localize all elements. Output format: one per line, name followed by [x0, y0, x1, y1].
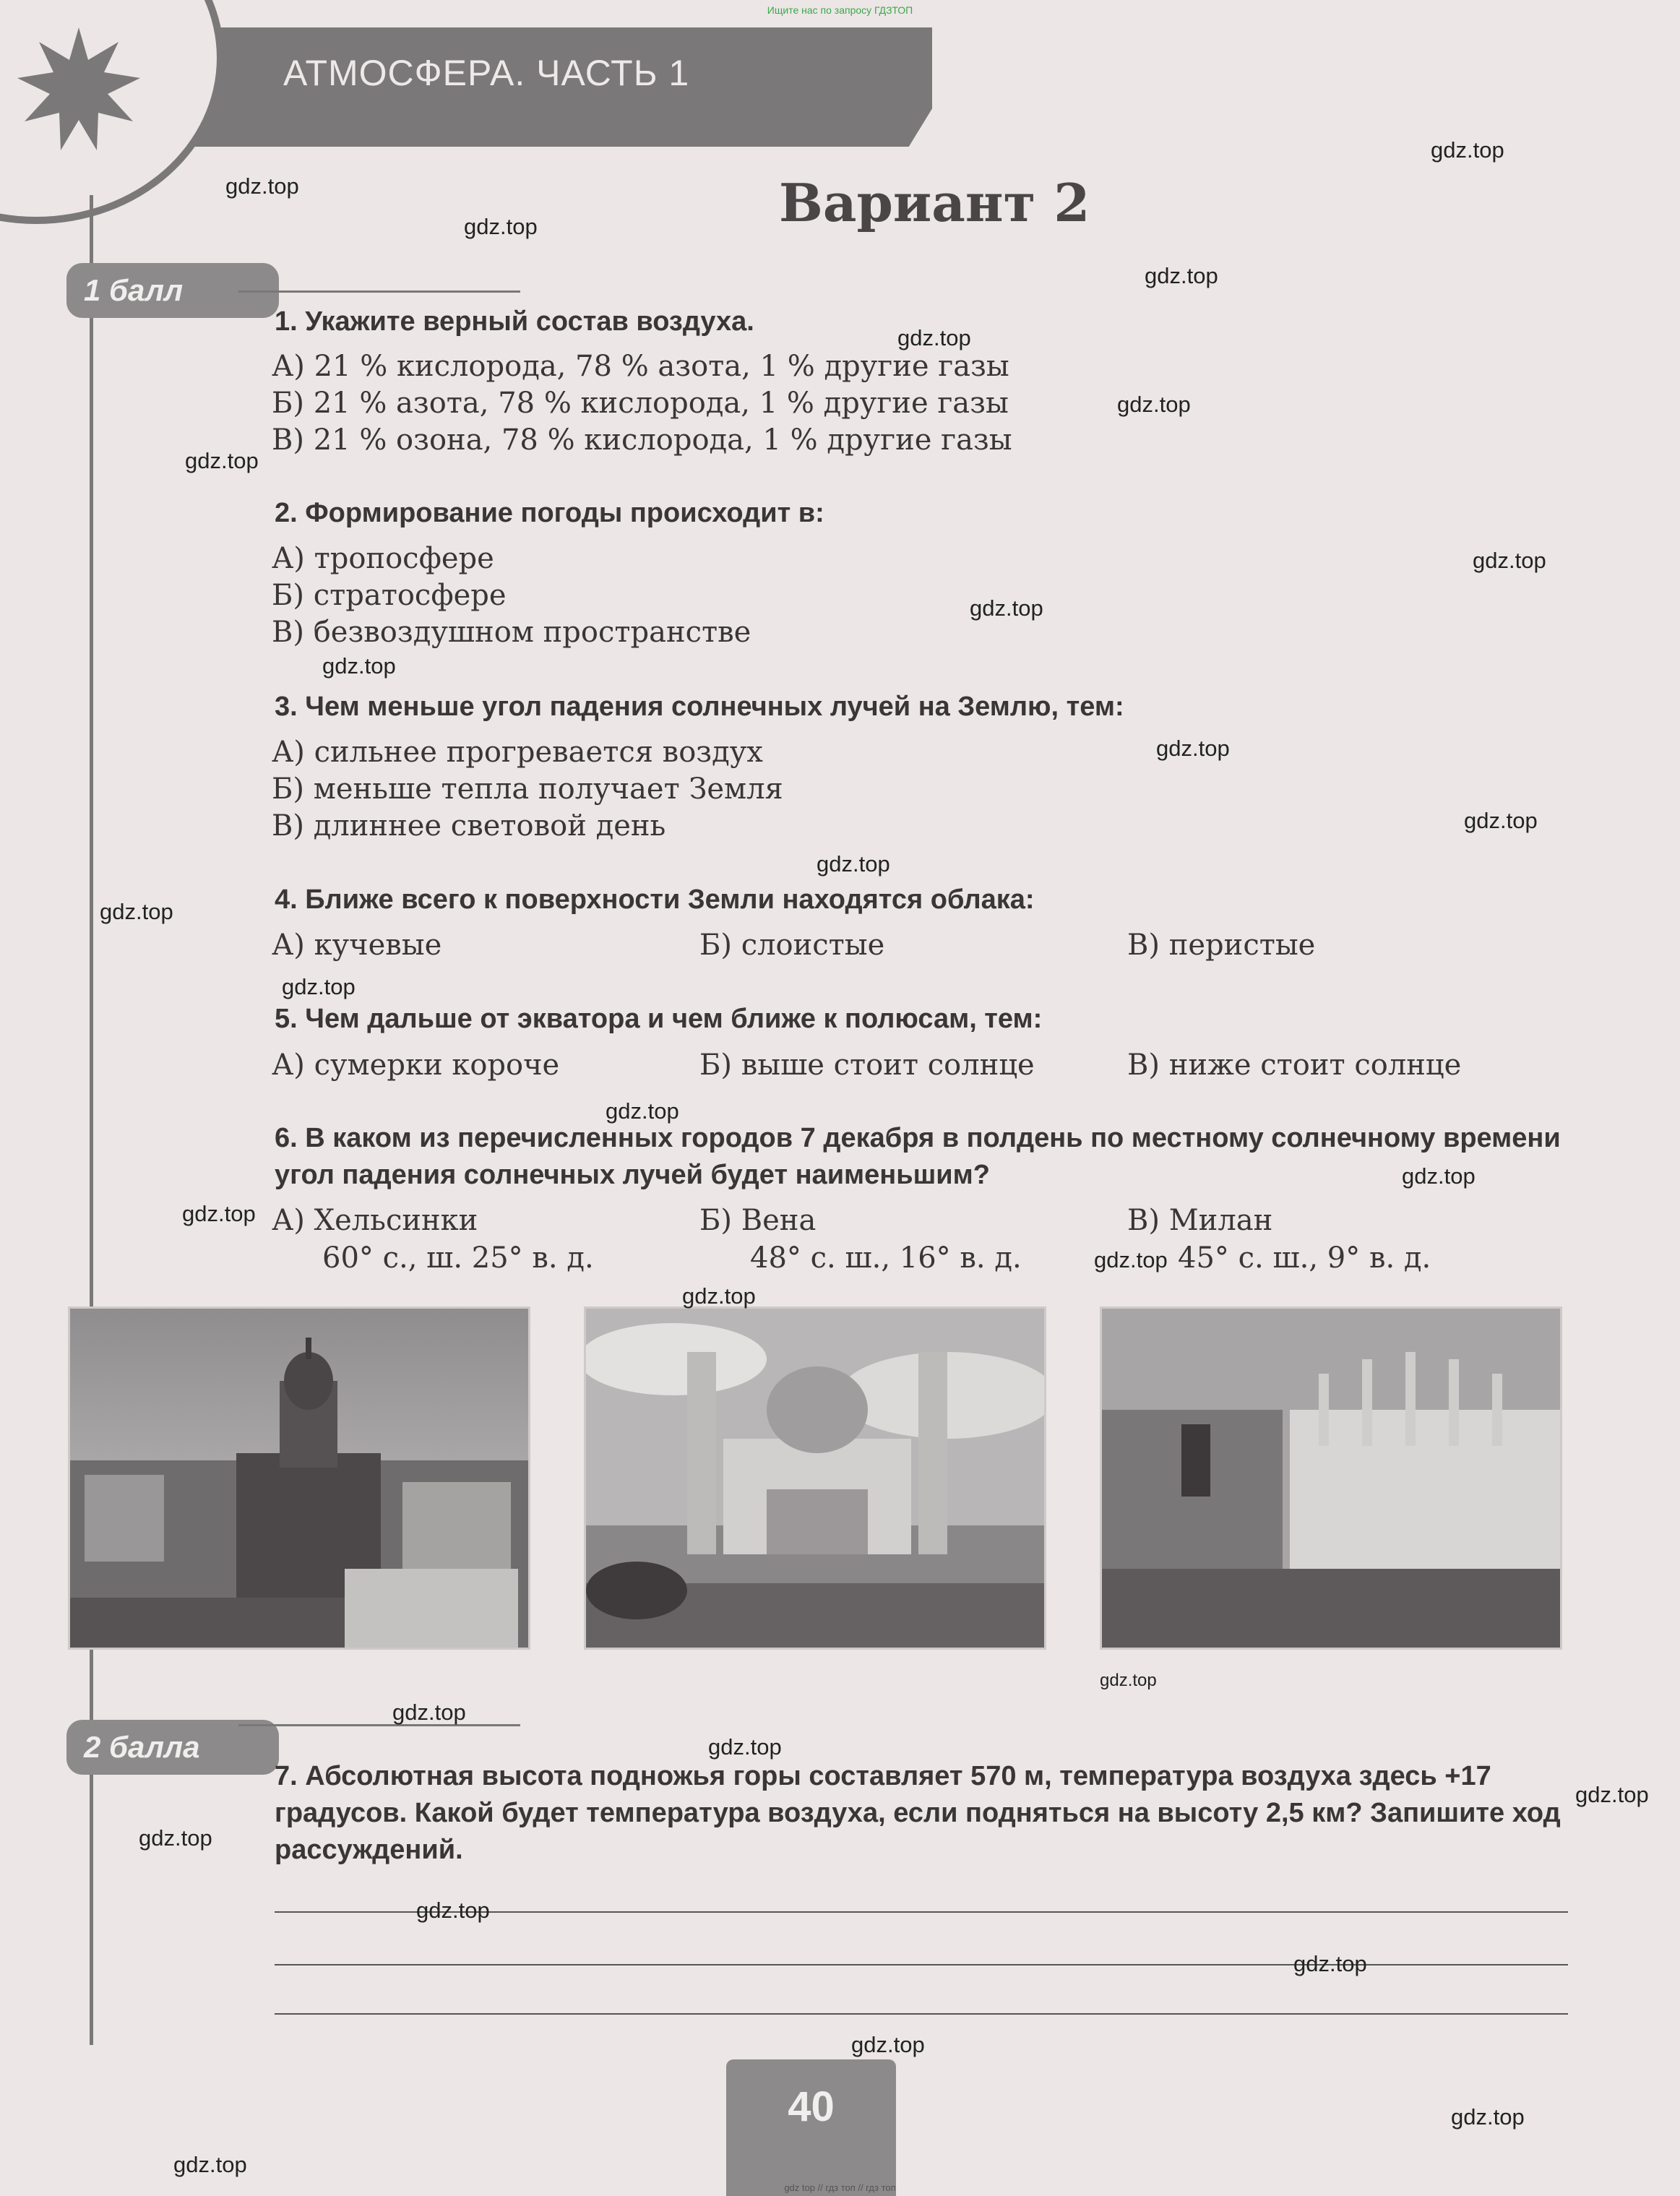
answer-line-2[interactable] [275, 1964, 1568, 1965]
q3-option-a: А) сильнее прогревается воздух [272, 736, 763, 769]
watermark: gdz.top [392, 1700, 466, 1725]
q2-option-c: В) безвоздушном пространстве [272, 616, 751, 649]
watermark: gdz.top [173, 2152, 247, 2177]
top-note: Ищите нас по запросу ГДЗТОП [767, 4, 913, 16]
helsinki-photo [68, 1306, 530, 1650]
q6-coords-a: 60° с., ш. 25° в. д. [322, 1241, 594, 1275]
watermark: gdz.top [970, 595, 1043, 621]
answer-line-3[interactable] [275, 2013, 1568, 2015]
q4-option-c: В) перистые [1127, 929, 1316, 962]
variant-title: Вариант 2 [779, 172, 1090, 233]
watermark: gdz.top [185, 448, 259, 473]
watermark: gdz.top [1464, 808, 1538, 833]
q4-option-a: А) кучевые [272, 929, 442, 962]
points-badge-1: 1 балл [66, 263, 279, 318]
bottom-note: gdz top // гдз топ // гдз топ [784, 2182, 896, 2193]
question-5: 5. Чем дальше от экватора и чем ближе к полюсам, тем: [275, 1004, 1043, 1034]
q5-option-c: В) ниже стоит солнце [1127, 1049, 1462, 1082]
question-7: 7. Абсолютная высота подножья горы составляет 570 м, температура воздуха здесь +17 градусов. Какой будет температура воздуха, если подняться на высоту 2,5 км? Запишите ход рассуждений. [275, 1761, 1561, 1865]
q5-option-a: А) сумерки короче [272, 1049, 560, 1082]
q6-option-c: В) Милан [1127, 1204, 1273, 1237]
watermark: gdz.top [1402, 1163, 1476, 1189]
watermark: gdz.top [1473, 548, 1546, 573]
watermark: gdz.top [1156, 736, 1230, 761]
watermark: gdz.top [139, 1825, 212, 1851]
watermark: gdz.top [1094, 1247, 1168, 1273]
watermark: gdz.top [682, 1283, 756, 1309]
question-3: 3. Чем меньше угол падения солнечных лучей на Землю, тем: [275, 692, 1124, 722]
watermark: gdz.top [1451, 2104, 1525, 2130]
header-title: АТМОСФЕРА. ЧАСТЬ 1 [283, 53, 690, 93]
points-badge-2: 2 балла [66, 1720, 279, 1775]
milan-photo [1100, 1306, 1562, 1650]
watermark: gdz.top [322, 653, 396, 679]
watermark: gdz.top [1100, 1671, 1157, 1690]
watermark: gdz.top [851, 2032, 925, 2057]
q1-option-a: А) 21 % кислорода, 78 % азота, 1 % другие газы [272, 350, 1009, 383]
watermark: gdz.top [708, 1734, 782, 1760]
q1-option-b: Б) 21 % азота, 78 % кислорода, 1 % другие газы [272, 387, 1009, 420]
watermark: gdz.top [1117, 392, 1191, 417]
q6-coords-b: 48° с. ш., 16° в. д. [750, 1241, 1022, 1275]
question-4: 4. Ближе всего к поверхности Земли находятся облака: [275, 884, 1035, 915]
watermark: gdz.top [897, 325, 971, 350]
watermark: gdz.top [1575, 1782, 1649, 1807]
question-6: 6. В каком из перечисленных городов 7 декабря в полдень по местному солнечному времени угол падения солнечных лучей будет наименьшим? [275, 1123, 1561, 1190]
watermark: gdz.top [1293, 1951, 1367, 1976]
watermark: gdz.top [1145, 263, 1218, 288]
watermark: gdz.top [1431, 137, 1504, 163]
q4-option-b: Б) слоистые [699, 929, 885, 962]
q2-option-b: Б) стратосфере [272, 579, 507, 612]
page-number: 40 [788, 2083, 835, 2130]
star-icon [17, 27, 140, 150]
question-2: 2. Формирование погоды происходит в: [275, 498, 824, 528]
q2-option-a: А) тропосфере [272, 542, 494, 575]
q6-coords-c: 45° с. ш., 9° в. д. [1178, 1241, 1431, 1275]
watermark: gdz.top [182, 1201, 256, 1226]
watermark: gdz.top [606, 1098, 679, 1124]
q6-option-b: Б) Вена [699, 1204, 817, 1237]
q1-option-c: В) 21 % озона, 78 % кислорода, 1 % другие газы [272, 423, 1012, 457]
badge-divider-2 [238, 1724, 520, 1726]
q5-option-b: Б) выше стоит солнце [699, 1049, 1035, 1082]
q3-option-b: Б) меньше тепла получает Земля [272, 772, 783, 806]
watermark: gdz.top [817, 851, 890, 877]
question-1: 1. Укажите верный состав воздуха. [275, 306, 754, 337]
q6-option-a: А) Хельсинки [272, 1204, 478, 1237]
watermark: gdz.top [225, 173, 299, 199]
vienna-photo [584, 1306, 1046, 1650]
watermark: gdz.top [100, 899, 173, 924]
q3-option-c: В) длиннее световой день [272, 809, 666, 843]
badge-divider [238, 290, 520, 293]
watermark: gdz.top [464, 214, 538, 239]
watermark: gdz.top [282, 974, 356, 999]
watermark: gdz.top [416, 1898, 490, 1923]
